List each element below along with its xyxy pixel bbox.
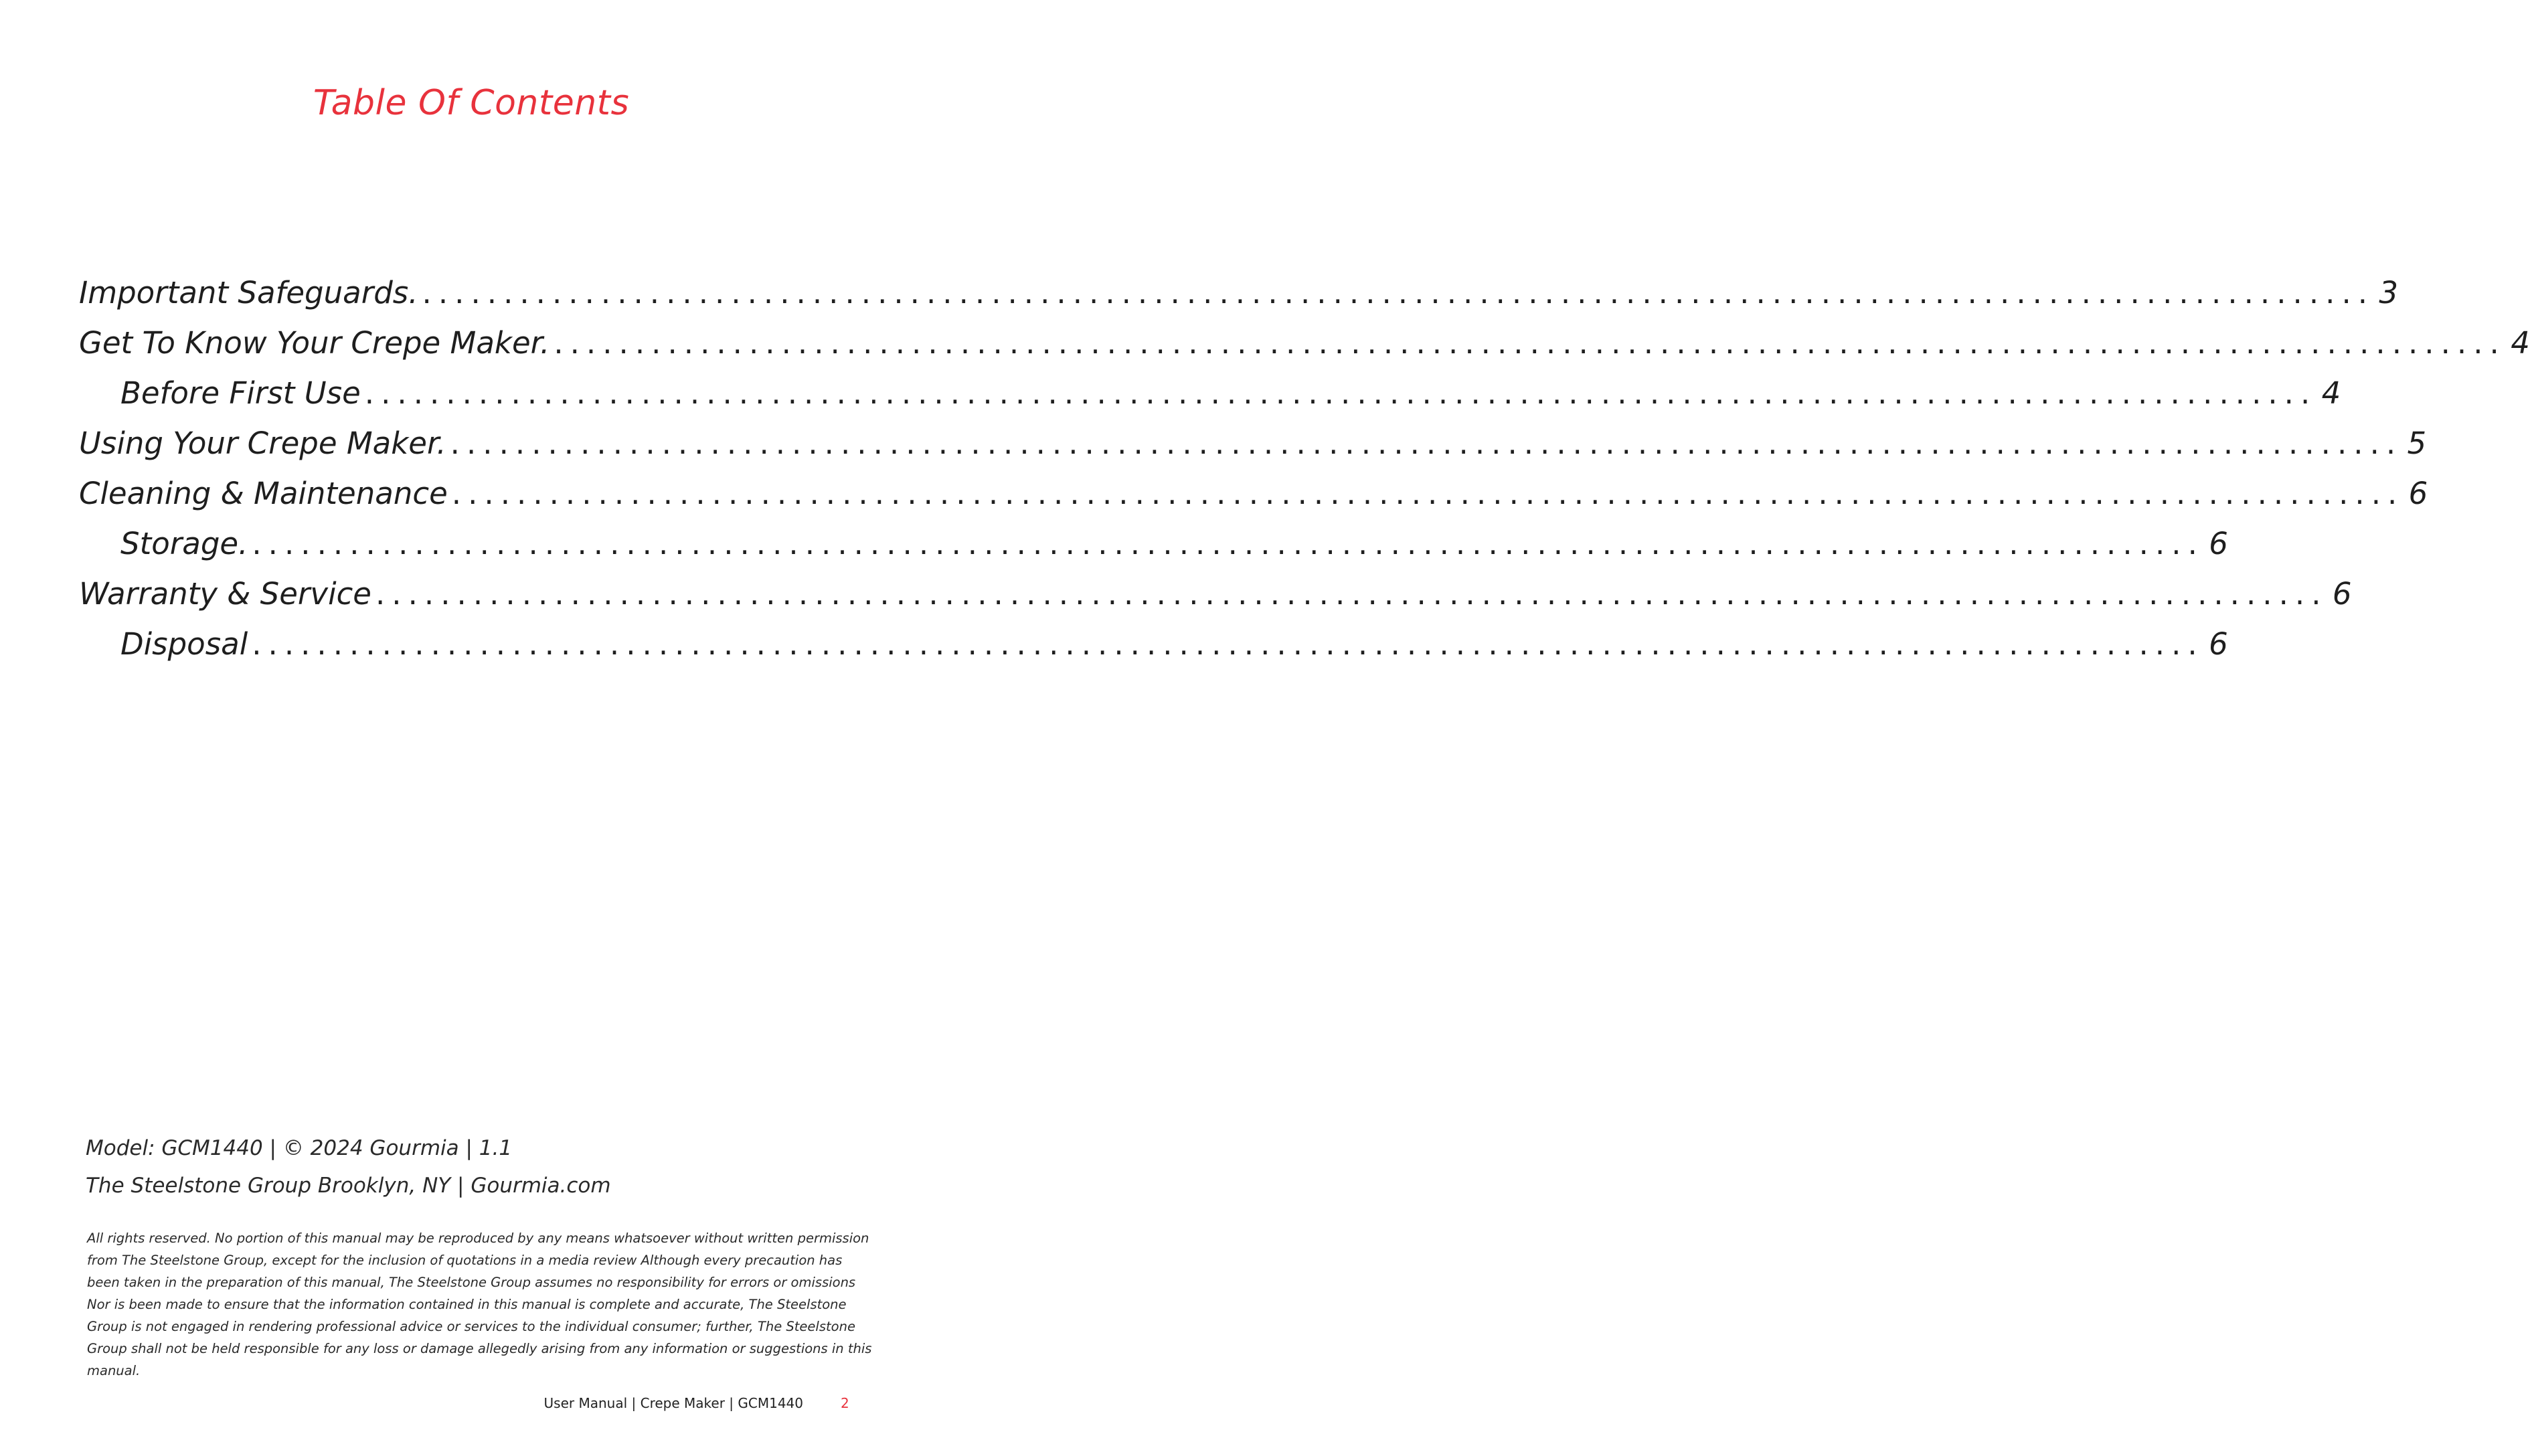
- toc-entry-page: 5: [2407, 426, 2427, 461]
- toc-dot-leader: ........................................................................................................................: [450, 426, 2403, 461]
- toc-entry-warranty-service[interactable]: [79, 569, 2352, 619]
- toc-dot-leader: ........................................................................................................................: [252, 526, 2204, 561]
- toc-entry-using-your-crepe-maker[interactable]: [79, 418, 2427, 468]
- toc-entry-label: Before First Use: [120, 375, 361, 411]
- toc-dot-leader: ........................................................................................................................: [422, 275, 2375, 310]
- toc-entry-page: 6: [2408, 476, 2428, 511]
- toc-dot-leader: ........................................................................................................................: [364, 375, 2317, 411]
- toc-entry-important-safeguards[interactable]: [79, 268, 2399, 318]
- toc-entry-cleaning-maintenance[interactable]: [79, 468, 2428, 519]
- toc-entry-page: 6: [2209, 626, 2228, 662]
- rights-disclaimer: All rights reserved. No portion of this manual may be reproduced by any means whatsoever without written permission from The Steelstone Group, except for the inclusion of quotations in a media review Although every precaution has been taken in the preparation of this manual, The Steelstone Group assumes no responsibility for errors or omissions Nor is been made to ensure that the information contained in this manual is complete and accurate, The Steelstone Group is not engaged in rendering professional advice or services to the individual consumer; further, The Steelstone Group shall not be held responsible for any loss or damage allegedly arising from any information or suggestions in this manual.: [87, 1231, 872, 1378]
- toc-dot-leader: ........................................................................................................................: [451, 476, 2404, 511]
- toc-entry-page: 3: [2379, 275, 2399, 310]
- toc-entry-page: 6: [2332, 576, 2352, 612]
- toc-entry-storage[interactable]: [79, 519, 2228, 569]
- toc-entry-page: 4: [2511, 325, 2530, 361]
- toc-dot-leader: ........................................................................................................................: [375, 576, 2328, 612]
- toc-entry-before-first-use[interactable]: [79, 368, 2341, 418]
- footer-manual-title: User Manual | Crepe Maker | GCM1440: [543, 1395, 803, 1411]
- publisher-line: The Steelstone Group Brooklyn, NY | Gourmia.com: [86, 1174, 611, 1198]
- page-title: Table Of Contents: [313, 83, 630, 123]
- toc-entry-label: Using Your Crepe Maker.: [79, 426, 446, 461]
- toc-entry-page: 6: [2209, 526, 2228, 561]
- toc-entry-label: Storage.: [120, 526, 248, 561]
- toc-entry-label: Important Safeguards.: [79, 275, 418, 310]
- toc-entry-label: Disposal: [120, 626, 248, 662]
- toc-entry-disposal[interactable]: [79, 619, 2228, 669]
- model-copyright-line: Model: GCM1440 | © 2024 Gourmia | 1.1: [86, 1136, 513, 1160]
- publication-info: [86, 1129, 869, 1204]
- toc-dot-leader: ........................................................................................................................: [252, 626, 2204, 662]
- toc-entry-label: Get To Know Your Crepe Maker.: [79, 325, 550, 361]
- page-footer: [0, 1393, 942, 1413]
- toc-entry-page: 4: [2321, 375, 2341, 411]
- toc-entry-label: Cleaning & Maintenance: [79, 476, 448, 511]
- toc-dot-leader: ........................................................................................................................: [554, 325, 2506, 361]
- toc-entry-label: Warranty & Service: [79, 576, 371, 612]
- toc-entry-get-to-know[interactable]: [79, 318, 2530, 368]
- footer-page-number: 2: [841, 1395, 849, 1411]
- table-of-contents: [79, 268, 2530, 669]
